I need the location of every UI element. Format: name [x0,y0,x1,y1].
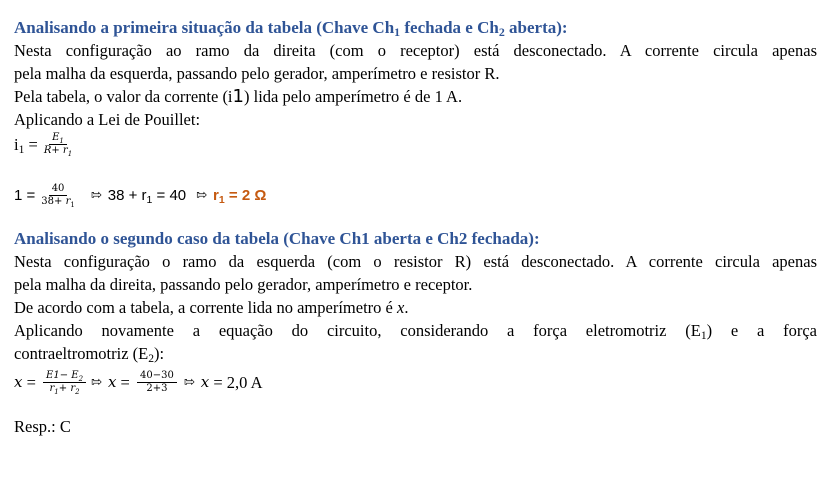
result: = 2,0 A [209,372,263,392]
answer: Resp.: C [14,417,71,436]
subscript: 1 [218,193,225,206]
formula-lhs: 1 = [14,186,36,204]
minus: − [59,369,72,381]
pouillet-formula [14,131,817,157]
numerator: 40 [49,183,68,196]
result [213,187,266,204]
var: E [52,131,60,143]
section1-heading [14,16,817,39]
heading-text: fechada e Ch [400,18,499,37]
text: contraeltromotriz (E [14,344,149,363]
var: r [70,382,76,394]
subscript: 1 [18,143,25,156]
text: 38+ [41,195,66,207]
var-x: x [396,298,405,317]
denominator [38,196,78,208]
section2-heading: Analisando o segundo caso da tabela (Chave Ch1 aberta e Ch2 fechada): [14,229,540,248]
subscript: 2 [78,374,84,383]
subscript: 1 [59,136,64,145]
var-x: x [14,373,23,391]
document-page [14,16,817,438]
section2-current-sentence [14,296,817,319]
step [108,187,186,204]
heading-text: Analisando a primeira situação da tabela (Chave Ch [14,18,395,37]
implies-arrow-icon: ⇰ [90,187,102,203]
text: = 40 [152,186,187,204]
section1-paragraph-line: Nesta configuração ao ramo da direita (com o receptor) está desconectado. A corrente circula apenas [14,41,817,60]
text: ) e a força [706,321,817,340]
var-x: x [107,373,117,391]
section2-paragraph-line [14,319,817,342]
section1-paragraph-line: pela malha da esquerda, passando pelo gerador, amperímetro e resistor R. [14,64,500,83]
subscript: 2 [148,353,155,365]
heading-subscript: 2 [498,25,505,39]
numerator [49,132,67,145]
text: r [213,186,219,204]
subscript: 1 [700,330,707,342]
implies-arrow-icon: ⇰ [91,374,102,390]
implies-arrow-icon: ⇰ [183,374,195,390]
var: R+ r [43,144,68,156]
fraction [38,183,78,208]
fraction [41,132,75,157]
var: r [65,195,71,207]
fraction [137,370,177,395]
pouillet-sentence: Aplicando a Lei de Pouillet: [14,110,201,129]
text: . [404,298,409,317]
fraction [43,370,86,395]
equals: = [116,372,134,392]
plus: + [58,382,71,394]
spacer [14,211,817,227]
subscript: 1 [54,387,59,396]
implies-arrow-icon: ⇰ [196,187,208,203]
var: r [49,382,55,394]
subscript: 2 [75,387,80,396]
spacer [14,157,817,179]
circuit-formula [14,365,817,399]
subscript: 1 [146,193,153,206]
var: E [71,369,79,381]
current-index: 1 [232,86,244,107]
text: ) lida pelo amperímetro é de 1 A. [243,87,463,106]
section2-paragraph-line [14,342,817,365]
heading-subscript: 1 [394,25,401,39]
denominator: 2+3 [146,382,168,394]
text: ): [154,344,165,363]
denominator [47,383,83,395]
subscript: 1 [67,149,73,158]
var-x: x [200,373,210,391]
resistance-calculation [14,179,817,211]
numerator: 40−30 [137,370,177,383]
text: Aplicando novamente a equação do circuito, considerando a força eletromotriz (E [14,321,701,340]
equals: = [22,372,41,392]
text: 38 + r [107,186,147,204]
section2-paragraph-line: Nesta configuração o ramo da esquerda (com o resistor R) está desconectado. A corrente circula apenas [14,252,817,271]
var: E1 [46,369,60,381]
equals: = [24,134,38,154]
denominator [41,145,75,157]
subscript: 1 [70,200,75,209]
numerator [43,370,86,383]
text: = 2 Ω [224,186,267,204]
section1-current-sentence [14,85,817,108]
text: Pela tabela, o valor da corrente (i [14,87,233,106]
var-i: i [14,134,19,154]
formula-lhs [14,133,38,156]
section2-paragraph-line: pela malha da direita, passando pelo gerador, amperímetro e receptor. [14,275,473,294]
text: De acordo com a tabela, a corrente lida no amperímetro é [14,298,397,317]
heading-text: aberta): [504,18,568,37]
spacer [14,399,817,415]
